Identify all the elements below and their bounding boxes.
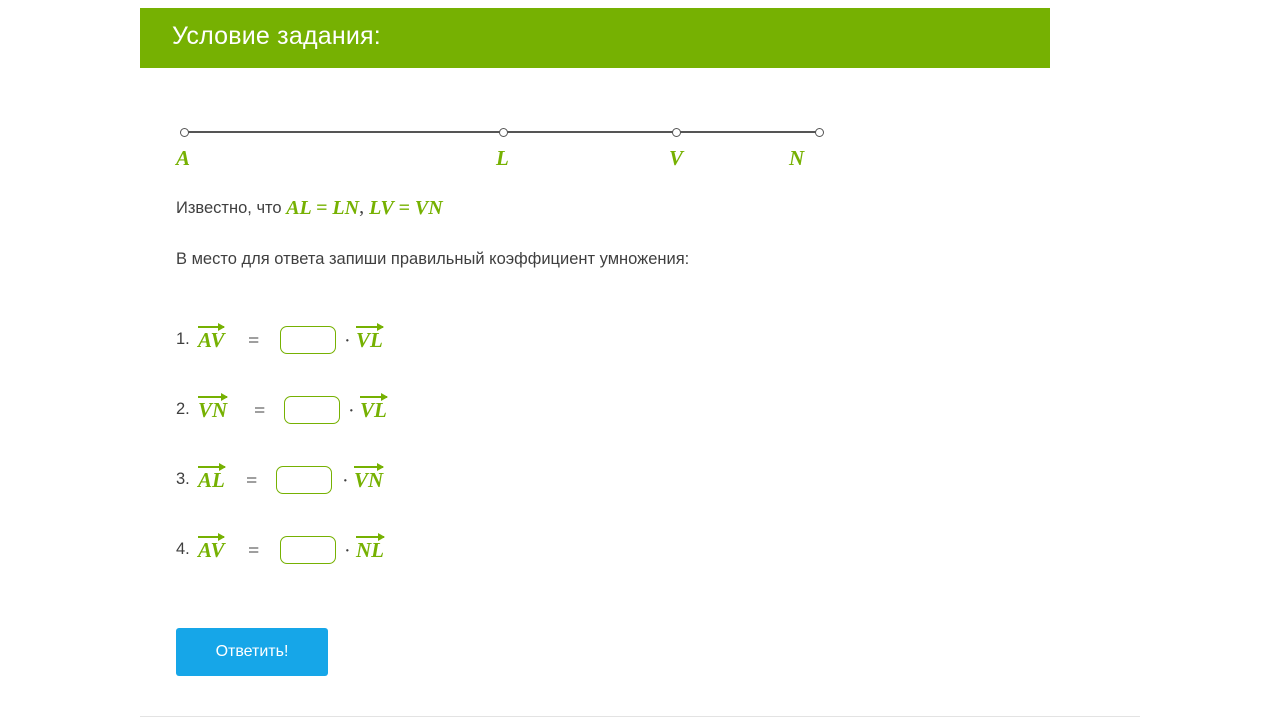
answer-row-3 xyxy=(176,444,776,514)
answer-input-3[interactable] xyxy=(276,466,332,494)
row-index-3: 3. xyxy=(176,470,190,488)
known-separator: , xyxy=(359,196,370,218)
row-4-right-vector-label: NL xyxy=(356,538,384,562)
point-label-v: V xyxy=(669,146,684,170)
instruction-text: В место для ответа запиши правильный коэффициент умножения: xyxy=(176,250,690,268)
row-2-right-vector xyxy=(360,390,387,421)
vector-arrow-icon xyxy=(198,532,224,541)
task-card xyxy=(140,0,1140,720)
row-1-dot: · xyxy=(344,330,351,352)
vector-arrow-icon xyxy=(198,322,224,331)
row-3-right-vector xyxy=(354,460,383,491)
row-2-dot: · xyxy=(348,400,355,422)
answer-input-2[interactable] xyxy=(284,396,340,424)
vector-arrow-icon xyxy=(356,322,383,331)
row-3-left-vector-label: AL xyxy=(198,468,225,492)
row-index-1: 1. xyxy=(176,330,190,348)
row-3-right-vector-label: VN xyxy=(354,468,384,492)
vector-arrow-icon xyxy=(356,532,384,541)
answer-input-1[interactable] xyxy=(280,326,336,354)
point-label-n: N xyxy=(789,146,805,170)
submit-button[interactable]: Ответить! xyxy=(176,628,328,676)
row-1-right-vector-label: VL xyxy=(356,328,383,352)
row-1-equals: = xyxy=(248,330,260,352)
answer-row-4 xyxy=(176,514,776,584)
row-4-left-vector xyxy=(198,530,224,561)
row-3-dot: · xyxy=(342,470,349,492)
row-3-equals: = xyxy=(246,470,258,492)
row-1-left-vector xyxy=(198,320,224,351)
row-2-right-vector-label: VL xyxy=(360,398,387,422)
vector-arrow-icon xyxy=(354,462,383,471)
point-label-a: A xyxy=(176,146,191,170)
row-4-dot: · xyxy=(344,540,351,562)
known-condition xyxy=(176,196,443,220)
answer-row-2 xyxy=(176,374,776,444)
page-title: Условие задания: xyxy=(172,22,381,50)
point-label-l: L xyxy=(496,146,509,170)
row-4-left-vector-label: AV xyxy=(198,538,225,562)
row-4-equals: = xyxy=(248,540,260,562)
row-4-right-vector xyxy=(356,530,384,561)
known-equation-2: LV = VN xyxy=(369,197,443,219)
task-header xyxy=(140,8,1050,68)
point-marker-a xyxy=(180,128,189,137)
row-1-left-vector-label: AV xyxy=(198,328,225,352)
row-2-left-vector-label: VN xyxy=(198,398,228,422)
vector-arrow-icon xyxy=(198,392,227,401)
right-margin xyxy=(1140,0,1280,720)
point-marker-v xyxy=(672,128,681,137)
footer-divider xyxy=(140,716,1140,717)
answer-rows xyxy=(176,304,776,584)
row-2-equals: = xyxy=(254,400,266,422)
row-1-right-vector xyxy=(356,320,383,351)
row-3-left-vector xyxy=(198,460,225,491)
point-marker-n xyxy=(815,128,824,137)
segment-figure xyxy=(176,108,876,188)
row-2-left-vector xyxy=(198,390,227,421)
vector-arrow-icon xyxy=(360,392,387,401)
point-marker-l xyxy=(499,128,508,137)
row-index-4: 4. xyxy=(176,540,190,558)
known-prefix: Известно, что xyxy=(176,199,287,217)
row-index-2: 2. xyxy=(176,400,190,418)
vector-arrow-icon xyxy=(198,462,225,471)
answer-input-4[interactable] xyxy=(280,536,336,564)
left-margin xyxy=(0,0,140,720)
answer-row-1 xyxy=(176,304,776,374)
known-equation-1: AL = LN xyxy=(286,197,360,219)
